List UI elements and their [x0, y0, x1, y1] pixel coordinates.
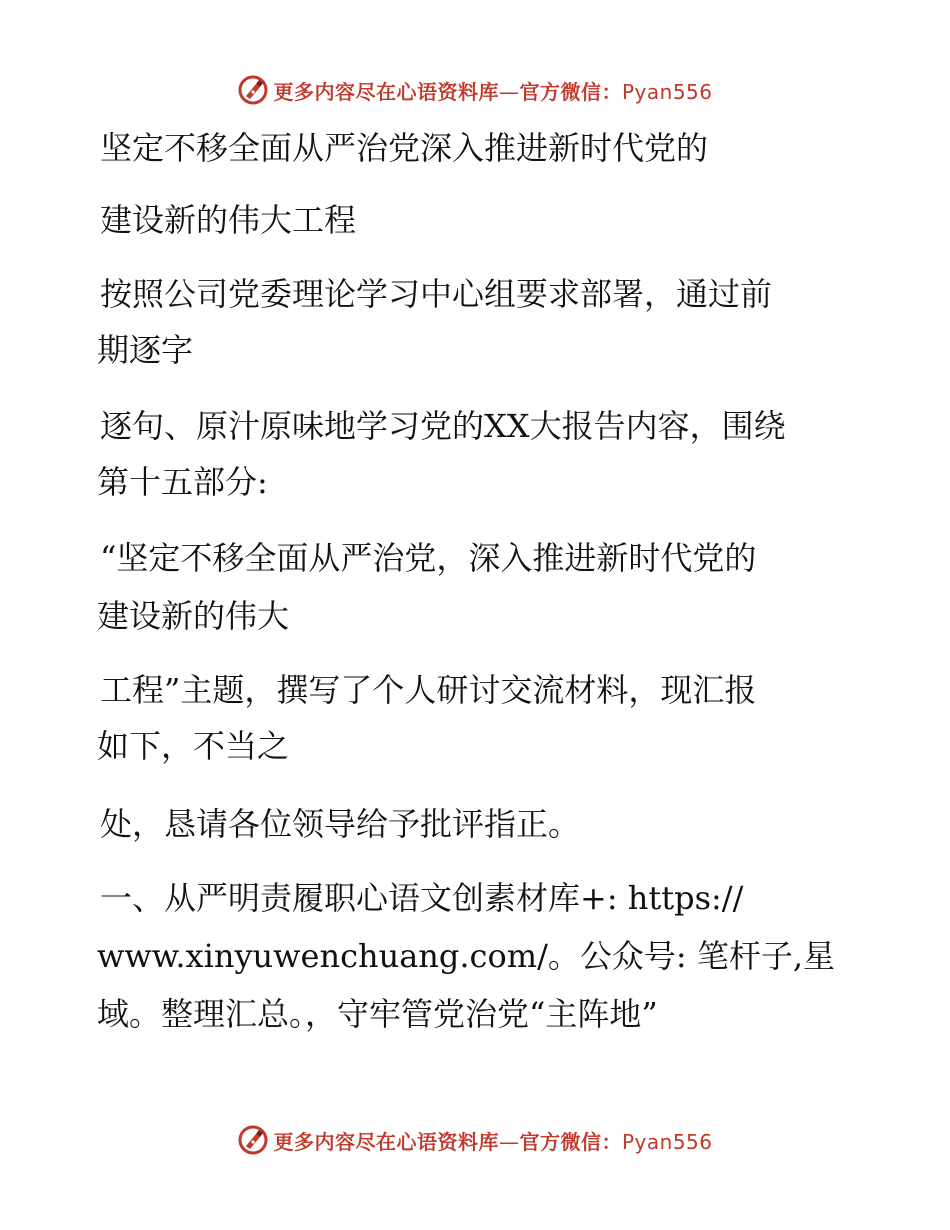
- text-line: 如下，不当之: [97, 727, 290, 765]
- header-banner-dash: —: [498, 79, 520, 104]
- header-banner: [0, 70, 950, 110]
- footer-banner: [0, 1120, 950, 1160]
- footer-banner-text: [273, 1126, 712, 1155]
- pen-nib-logo-icon: [237, 74, 269, 106]
- text-line: 域。整理汇总。，守牢管党治党“主阵地”: [97, 995, 658, 1033]
- text-line: 处，恳请各位领导给予批评指正。: [100, 805, 581, 843]
- text-line: 建设新的伟大: [97, 597, 290, 635]
- footer-banner-main: 更多内容尽在心语资料库: [273, 1129, 499, 1154]
- text-line: 逐句、原汁原味地学习党的XX大报告内容，围绕: [100, 407, 786, 445]
- header-banner-text: [273, 76, 712, 105]
- text-line: 坚定不移全面从严治党深入推进新时代党的: [100, 129, 709, 167]
- text-line: “坚定不移全面从严治党，深入推进新时代党的: [100, 539, 757, 577]
- footer-banner-wechat-id: Pyan556: [621, 1129, 713, 1154]
- text-line: 建设新的伟大工程: [100, 201, 357, 239]
- text-line: 期逐字: [97, 331, 194, 369]
- header-banner-wechat-id: Pyan556: [621, 79, 713, 104]
- pen-nib-logo-icon: [237, 1124, 269, 1156]
- text-line: 一、从严明责履职心语文创素材库+: https://: [100, 879, 744, 917]
- text-line: www.xinyuwenchuang.com/。公众号: 笔杆子,星: [97, 937, 835, 975]
- header-banner-main: 更多内容尽在心语资料库: [273, 79, 499, 104]
- text-line: 按照公司党委理论学习中心组要求部署，通过前: [100, 275, 773, 313]
- text-line: 工程”主题，撰写了个人研讨交流材料，现汇报: [100, 671, 757, 709]
- footer-banner-dash: —: [498, 1129, 520, 1154]
- text-line: 第十五部分:: [97, 463, 268, 501]
- header-banner-wechat-label: 官方微信：: [519, 79, 622, 104]
- footer-banner-wechat-label: 官方微信：: [519, 1129, 622, 1154]
